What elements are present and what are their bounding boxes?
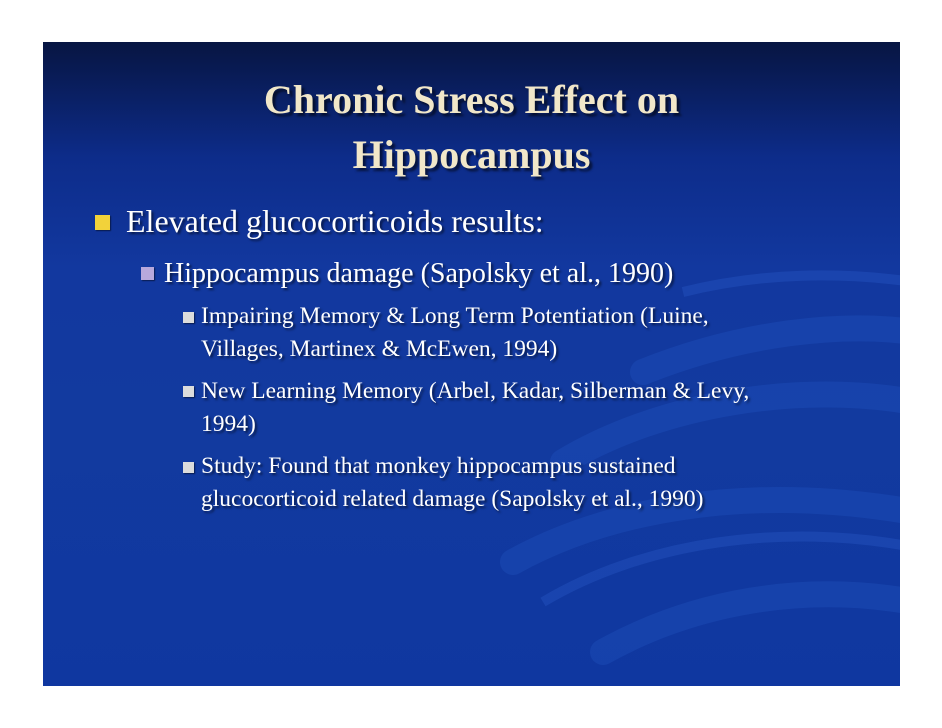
level3-bullet-icon (183, 312, 194, 323)
item-2-line-1: New Learning Memory (Arbel, Kadar, Silberman & Levy, (201, 378, 750, 404)
level3-bullet-icon (183, 386, 194, 397)
item-1-line-1: Impairing Memory & Long Term Potentiation (Luine, (201, 303, 709, 329)
slide (43, 42, 900, 686)
item-3-line-1: Study: Found that monkey hippocampus sustained (201, 453, 676, 479)
item-3-line-2: glucocorticoid related damage (Sapolsky et al., 1990) (201, 486, 704, 512)
title-line-2: Hippocampus (352, 132, 591, 177)
level2-bullet-icon (141, 267, 154, 280)
item-1-line-2: Villages, Martinex & McEwen, 1994) (201, 336, 558, 362)
level1-text: Elevated glucocorticoids results: (126, 203, 544, 239)
title-line-1: Chronic Stress Effect on (263, 77, 680, 122)
level1-bullet-icon (95, 215, 110, 230)
item-2-line-2: 1994) (201, 411, 256, 437)
slide-title (43, 72, 900, 182)
level2-text: Hippocampus damage (Sapolsky et al., 1990) (164, 258, 674, 289)
level3-bullet-icon (183, 462, 194, 473)
